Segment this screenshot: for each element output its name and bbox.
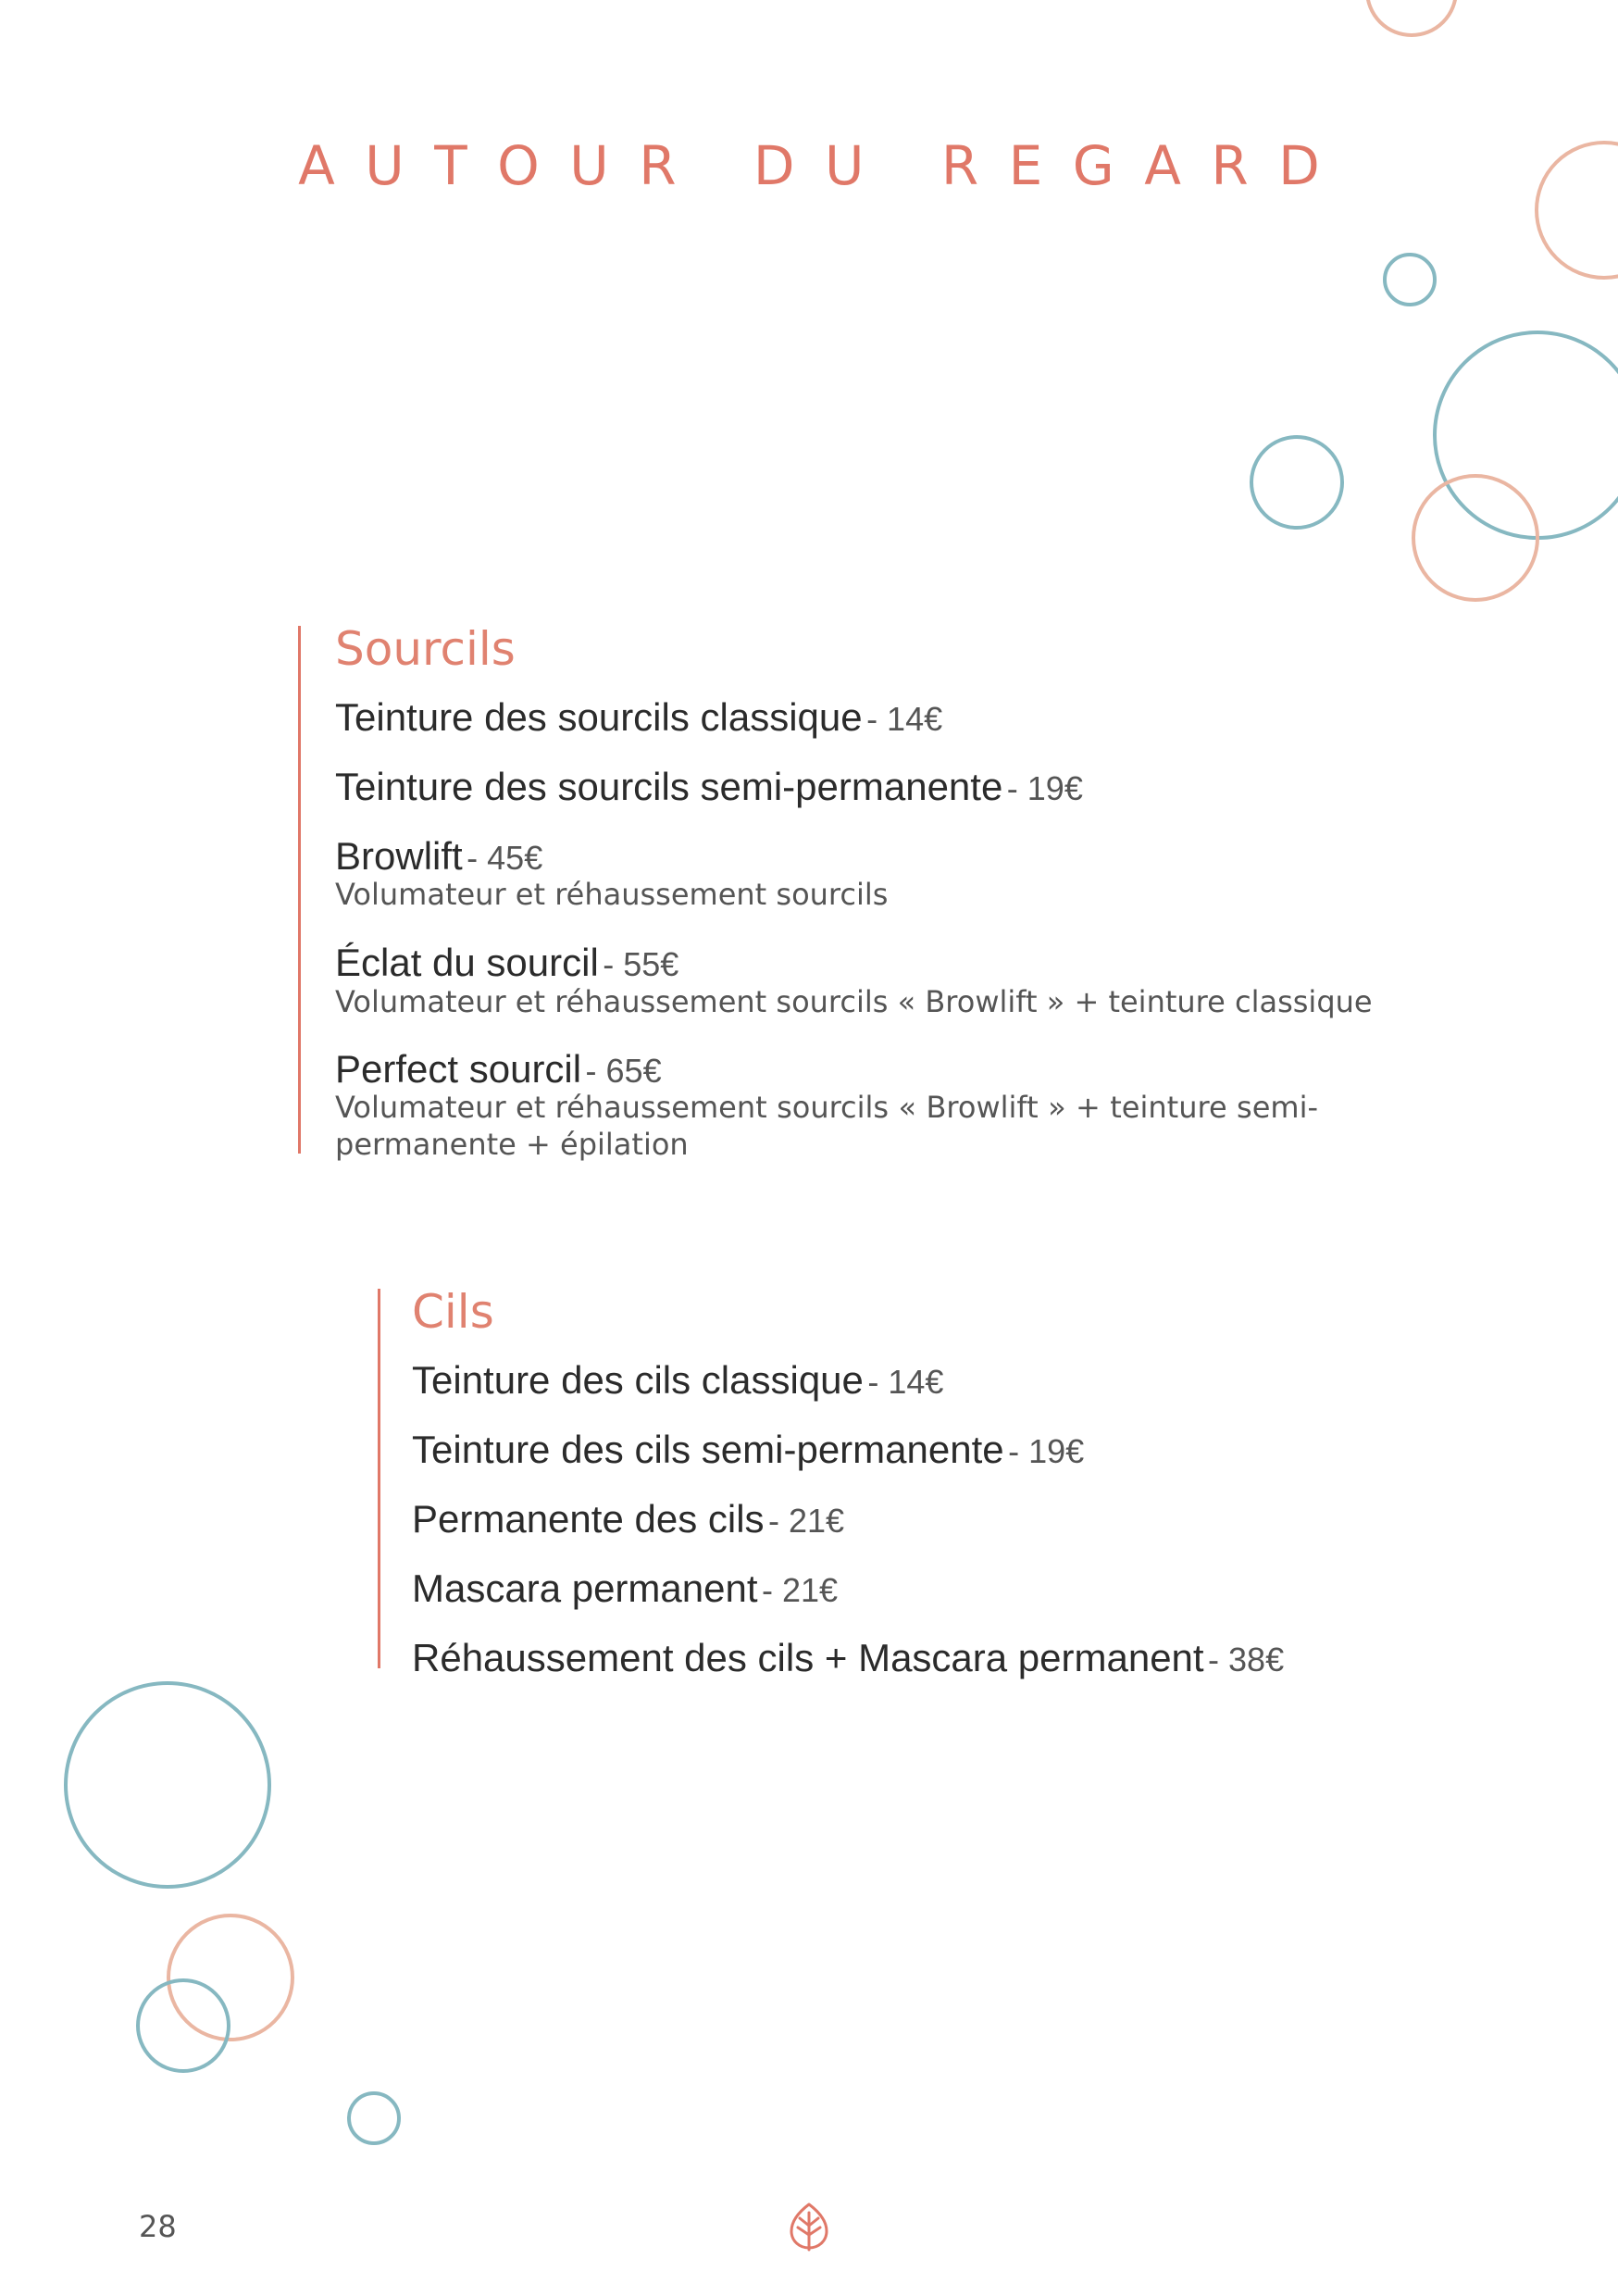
leaf-icon <box>789 2202 829 2252</box>
decor-circle <box>1367 0 1456 35</box>
service-price: - 65€ <box>585 1052 662 1090</box>
service-description: Volumateur et réhaussement sourcils « Browlift » + teinture semi-permanente + épilation <box>335 1090 1318 1162</box>
service-item <box>412 1497 845 1541</box>
decor-circle <box>66 1683 269 1887</box>
service-price: - 21€ <box>761 1571 839 1609</box>
service-item <box>335 834 543 878</box>
service-name: Éclat du sourcil <box>335 941 599 984</box>
service-item <box>335 767 1083 806</box>
service-name: Teinture des cils semi-permanente <box>412 1428 1004 1471</box>
service-item <box>412 1566 839 1610</box>
service-price: - 19€ <box>1006 769 1083 807</box>
service-item <box>335 1047 662 1091</box>
section-accent-bar <box>298 626 301 1154</box>
service-price: - 21€ <box>767 1502 845 1540</box>
service-description: Volumateur et réhaussement sourcils « Browlift » + teinture classique <box>335 984 1373 1019</box>
service-description: Volumateur et réhaussement sourcils <box>335 877 889 912</box>
service-price: - 14€ <box>866 700 943 738</box>
page-title: AUTOUR DU REGARD <box>298 134 1350 197</box>
service-item <box>412 1636 1285 1679</box>
service-price: - 55€ <box>603 945 679 983</box>
service-item <box>335 695 943 739</box>
service-price: - 19€ <box>1008 1432 1085 1470</box>
section-cils <box>378 1285 1396 1705</box>
section-sourcils <box>298 622 1373 1181</box>
page-number: 28 <box>139 2209 177 2244</box>
service-name: Teinture des cils classique <box>412 1358 864 1402</box>
service-name: Teinture des sourcils classique <box>335 695 863 739</box>
section-title: Cils <box>412 1285 494 1339</box>
decor-circle <box>138 1980 229 2071</box>
service-item <box>412 1358 944 1402</box>
service-name: Réhaussement des cils + Mascara permanent <box>412 1636 1204 1679</box>
decor-circle <box>168 1915 292 2040</box>
decor-circle <box>1435 332 1618 538</box>
service-item <box>335 943 678 982</box>
service-name: Browlift <box>335 834 463 878</box>
service-name: Permanente des cils <box>412 1497 765 1541</box>
service-item <box>412 1430 1084 1469</box>
service-name: Perfect sourcil <box>335 1047 582 1091</box>
section-title: Sourcils <box>335 622 516 676</box>
service-price: - 45€ <box>467 839 543 877</box>
service-price: - 14€ <box>867 1363 944 1401</box>
decor-circle <box>1251 437 1342 528</box>
decor-circle <box>1385 255 1435 305</box>
service-name: Teinture des sourcils semi-permanente <box>335 765 1003 808</box>
decor-circle <box>349 2093 399 2143</box>
service-price: - 38€ <box>1208 1641 1285 1678</box>
service-name: Mascara permanent <box>412 1566 758 1610</box>
section-accent-bar <box>378 1289 380 1668</box>
